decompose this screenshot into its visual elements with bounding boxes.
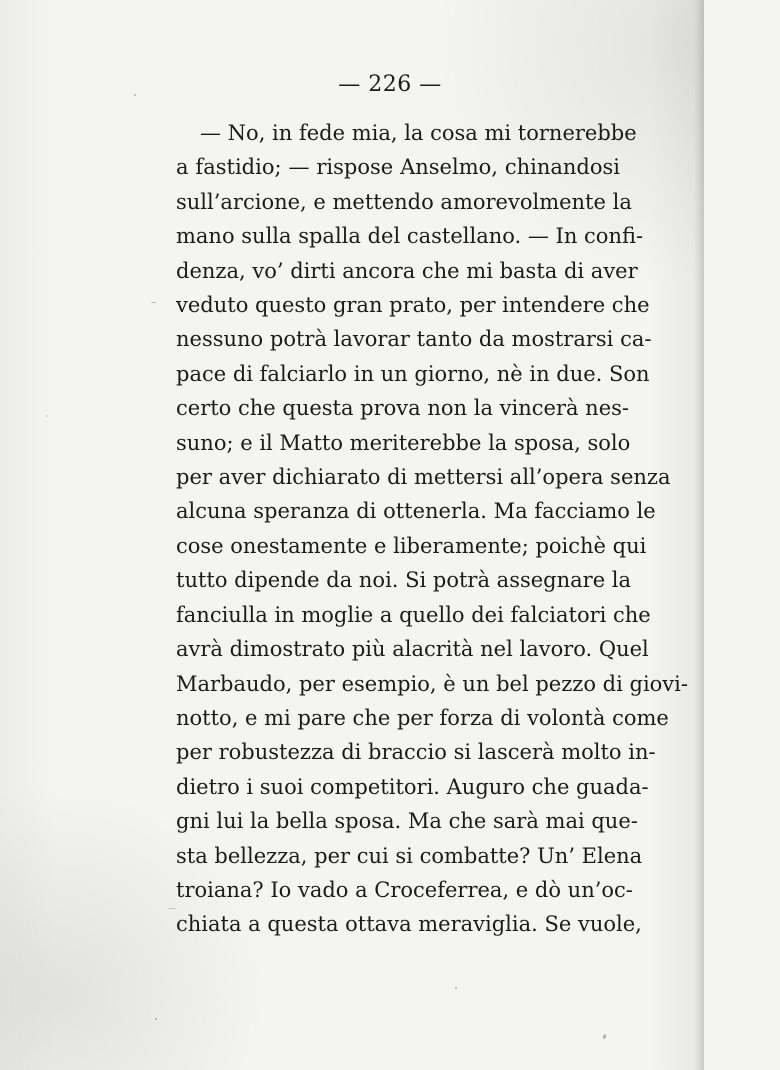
paper-speck <box>155 1018 157 1020</box>
text-line: veduto questo gran prato, per intendere che <box>176 293 650 318</box>
paper-speck <box>151 302 156 303</box>
text-line: nessuno potrà lavorar tanto da mostrarsi ca- <box>176 327 652 352</box>
text-line: cose onestamente e liberamente; poichè qui <box>176 533 647 558</box>
text-line: chiata a questa ottava meraviglia. Se vuole, <box>176 912 642 937</box>
text-line: gni lui la bella sposa. Ma che sarà mai que- <box>176 809 638 834</box>
text-line: Marbaudo, per esempio, è un bel pezzo di giovi- <box>176 671 688 696</box>
text-line: per aver dichiarato di mettersi all’opera senza <box>176 465 671 490</box>
text-line: — No, in fede mia, la cosa mi tornerebbe <box>200 121 637 145</box>
text-line: mano sulla spalla del castellano. — In confi- <box>176 224 644 249</box>
text-line: alcuna speranza di ottenerla. Ma facciamo le <box>176 499 656 524</box>
paper-speck <box>168 908 176 909</box>
paper-speck <box>602 1034 607 1040</box>
text-line: tutto dipende da noi. Si potrà assegnare la <box>176 568 632 593</box>
text-line: dietro i suoi competitori. Auguro che guada- <box>176 774 649 799</box>
text-line: pace di falciarlo in un giorno, nè in due. Son <box>176 361 650 386</box>
text-line: sta bellezza, per cui si combatte? Un’ Elena <box>176 843 643 868</box>
text-line: avrà dimostrato più alacrità nel lavoro. Quel <box>176 637 649 662</box>
body-text <box>176 116 688 942</box>
text-line: certo che questa prova non la vincerà nes- <box>176 396 629 421</box>
text-line: suno; e il Matto meriterebbe la sposa, solo <box>176 430 631 455</box>
paper-speck <box>46 415 48 417</box>
text-line: troiana? Io vado a Croceferrea, e dò un’oc- <box>176 877 633 902</box>
page-edge-shadow <box>694 0 704 1070</box>
text-line: denza, vo’ dirti ancora che mi basta di aver <box>176 258 638 283</box>
paper-speck <box>134 94 136 96</box>
page-number: — 226 — <box>338 72 442 97</box>
text-line: a fastidio; — rispose Anselmo, chinandosi <box>176 155 620 180</box>
text-line: notto, e mi pare che per forza di volontà come <box>176 705 669 730</box>
text-line: per robustezza di braccio si lascerà molto in- <box>176 740 656 765</box>
paper-speck <box>455 987 457 989</box>
text-line: sull’arcione, e mettendo amorevolmente la <box>176 189 632 214</box>
text-line: fanciulla in moglie a quello dei falciatori che <box>176 602 651 627</box>
